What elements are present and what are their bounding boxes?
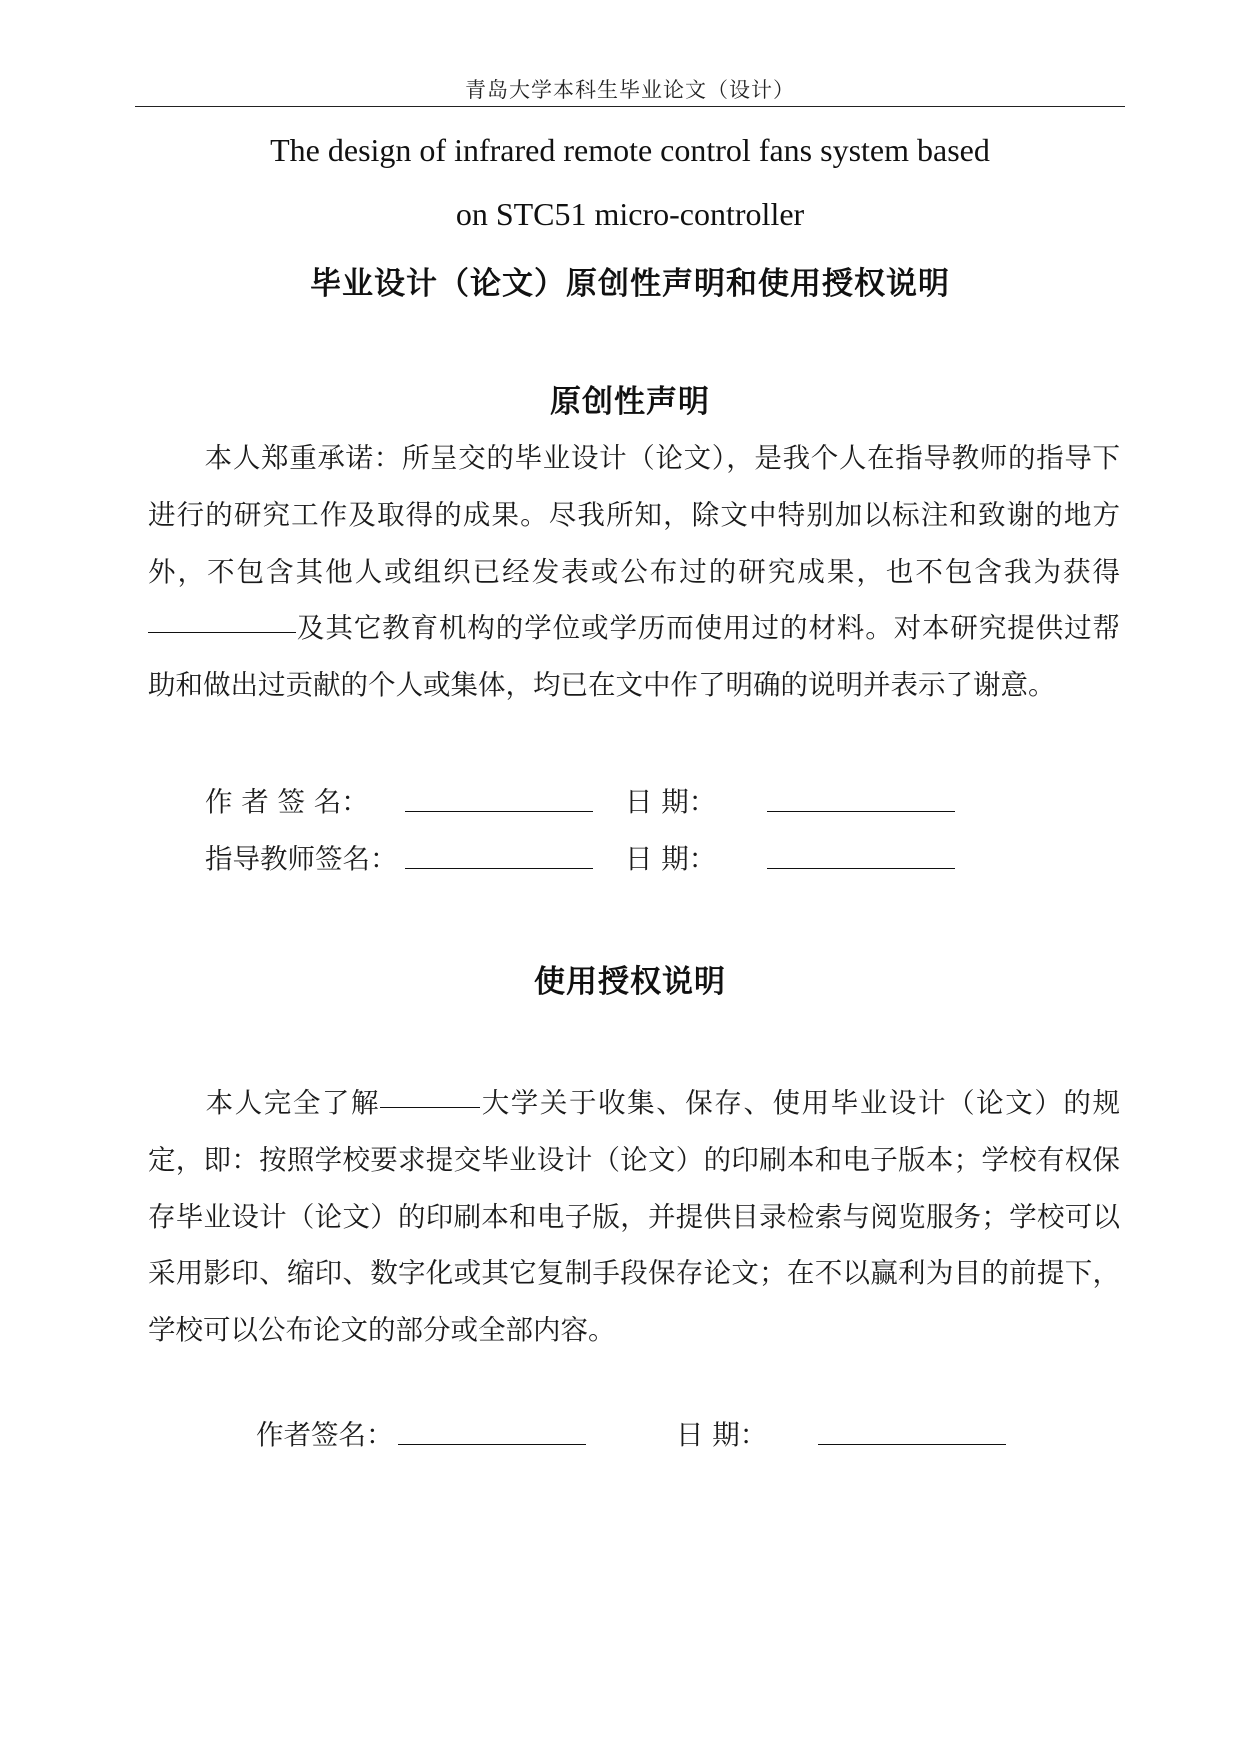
final-signature-row — [256, 1412, 1036, 1452]
running-header: 青岛大学本科生毕业论文（设计） — [465, 78, 795, 102]
final-author-signature-line — [398, 1444, 586, 1445]
originality-heading: 原创性声明 — [550, 384, 710, 420]
authorization-text-before-blank: 本人完全了解 — [204, 1087, 381, 1119]
english-title-line-2: on STC51 micro-controller — [455, 196, 805, 232]
author-signature-label: 作 者 签 名： — [205, 786, 369, 818]
authorization-heading: 使用授权说明 — [534, 964, 726, 1000]
english-title-line-1: The design of infrared remote control fans system based — [270, 132, 990, 168]
degree-blank — [148, 631, 296, 633]
author-date-line — [767, 811, 955, 812]
originality-text-before-blank: 本人郑重承诺：所呈交的毕业设计（论文），是我个人在指导教师的指导下进行的研究工作及取得的成果。尽我所知，除文中特别加以标注和致谢的地方外，不包含其他人或组织已经发表或公布过的研究成果，也不包含我为获得 — [148, 442, 1120, 588]
advisor-date-line — [767, 868, 955, 869]
author-signature-line — [405, 811, 593, 812]
authorization-text-after-blank: 大学关于收集、保存、使用毕业设计（论文）的规定，即：按照学校要求提交毕业设计（论文）的印刷本和电子版本；学校有权保存毕业设计（论文）的印刷本和电子版，并提供目录检索与阅览服务；学校可以采用影印、缩印、数字化或其它复制手段保存论文；在不以赢利为目的前提下，学校可以公布论文的部分或全部内容。 — [148, 1087, 1121, 1347]
advisor-date-label: 日 期： — [625, 843, 717, 875]
author-date-label: 日 期： — [625, 786, 717, 818]
final-author-signature-label: 作者签名： — [256, 1419, 394, 1451]
chinese-title: 毕业设计（论文）原创性声明和使用授权说明 — [310, 266, 950, 302]
originality-text-after-blank: 及其它教育机构的学位或学历而使用过的材料。对本研究提供过帮助和做出过贡献的个人或集体，均已在文中作了明确的说明并表示了谢意。 — [148, 612, 1120, 702]
advisor-signature-label: 指导教师签名： — [205, 843, 398, 875]
authorization-paragraph — [148, 1075, 1120, 1359]
author-signature-row — [205, 779, 985, 819]
advisor-signature-line — [405, 868, 593, 869]
university-blank — [380, 1106, 480, 1108]
final-date-line — [818, 1444, 1006, 1445]
originality-paragraph — [148, 430, 1120, 714]
final-date-label: 日 期： — [676, 1419, 768, 1451]
advisor-signature-row — [205, 836, 985, 876]
header-rule — [135, 106, 1125, 107]
